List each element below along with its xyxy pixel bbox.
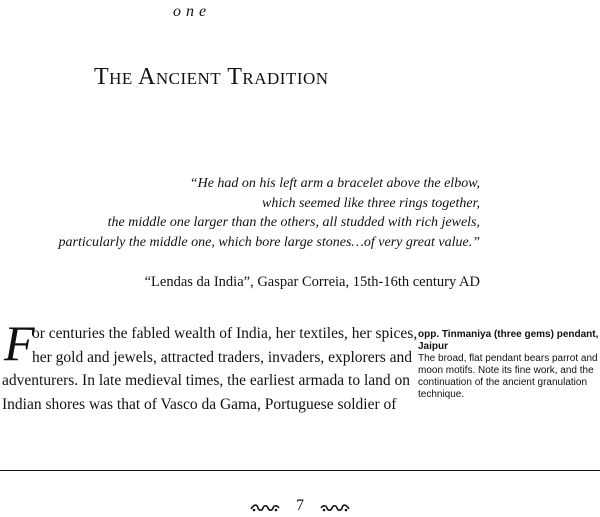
epigraph-line: the middle one larger than the others, all studded with rich jewels, (107, 215, 480, 230)
scroll-ornament-icon (320, 501, 350, 511)
page-number: 7 (296, 497, 304, 515)
caption-title: opp. Tinmaniya (three gems) pendant, Jaipur (418, 329, 599, 352)
body-line: her gold and jewels, attracted traders, invaders, explorers and (32, 348, 413, 366)
epigraph-line: particularly the middle one, which bore large stones…of very great value.” (58, 234, 480, 250)
epigraph-line: which seemed like three rings together, (262, 195, 480, 211)
scroll-ornament-icon (250, 501, 280, 511)
epigraph-source: “Lendas da India”, Gaspar Correia, 15th-16th century AD (144, 274, 480, 290)
drop-cap: F (4, 315, 35, 371)
footer-rule (0, 470, 600, 471)
body-line: adventurers. In late medieval times, the earliest armada to land on (2, 372, 411, 389)
chapter-title: The Ancient Tradition (94, 64, 329, 90)
caption-text: The broad, flat pendant bears parrot and moon motifs. Note its fine work, and the continuation of the ancient granulation technique. (418, 353, 598, 400)
epigraph (40, 174, 480, 252)
chapter-number: one (173, 3, 212, 20)
body-line: or centuries the fabled wealth of India, her textiles, her spices, (32, 325, 418, 342)
page-footer (0, 498, 600, 514)
epigraph-line: “He had on his left arm a bracelet above the elbow, (189, 176, 480, 191)
body-line: Indian shores was that of Vasco da Gama, Portuguese soldier of (2, 395, 397, 413)
figure-caption (418, 329, 600, 401)
body-paragraph (2, 315, 418, 416)
